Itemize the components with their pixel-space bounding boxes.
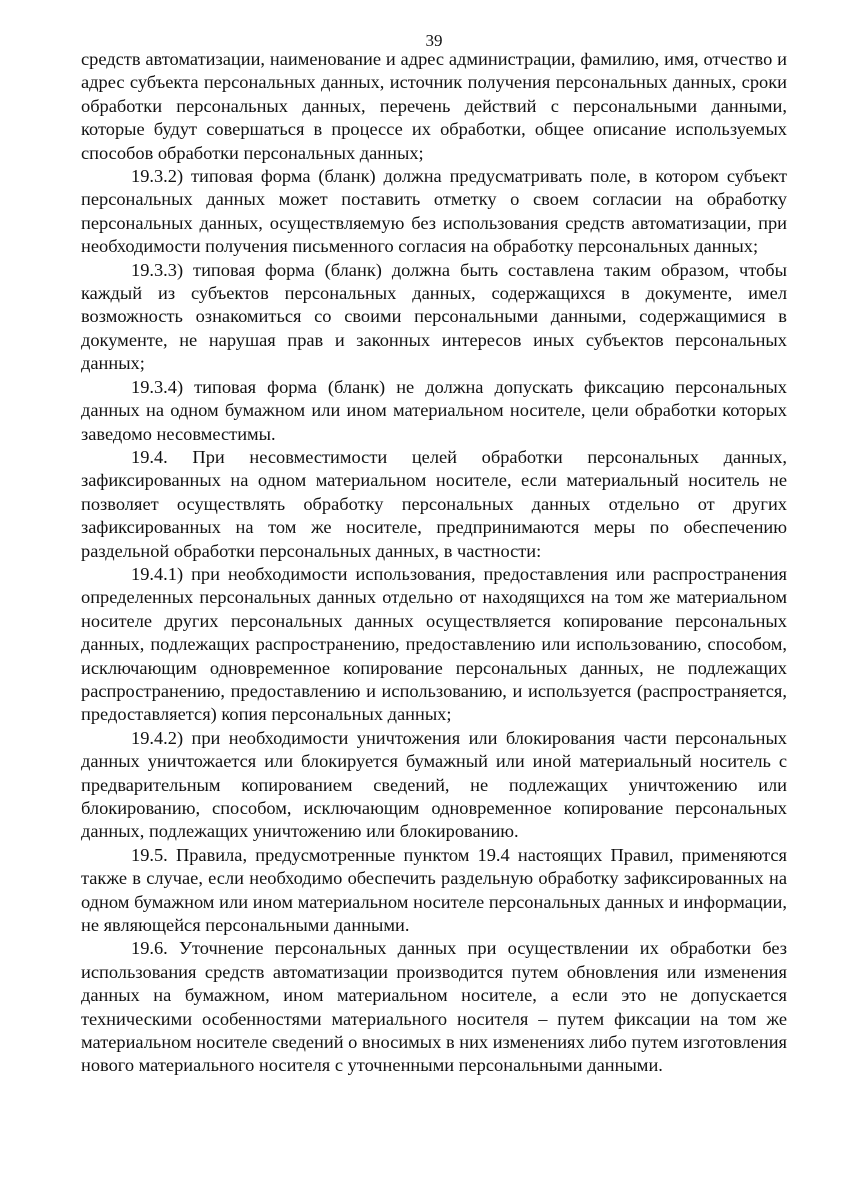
paragraph-19-3-3: 19.3.3) типовая форма (бланк) должна быть составлена таким образом, чтобы каждый из субъектов персональных данных, содержащихся в документе, имел возможность ознакомиться со своими персональными данными, содержащимися в документе, не нарушая прав и законных интересов иных субъектов персональных данных; — [81, 259, 787, 374]
document-body — [81, 48, 787, 1078]
paragraph-19-3-4: 19.3.4) типовая форма (бланк) не должна допускать фиксацию персональных данных на одном бумажном или ином материальном носителе, цели обработки которых заведомо несовместимы. — [81, 376, 787, 444]
page-number: 39 — [425, 31, 443, 50]
document-page — [81, 0, 787, 1200]
paragraph-19-5: 19.5. Правила, предусмотренные пунктом 19.4 настоящих Правил, применяются также в случае, если необходимо обеспечить раздельную обработку зафиксированных на одном бумажном или ином материальном носителе персональных данных и информации, не являющейся персональными данными. — [81, 844, 787, 936]
paragraph-continuation: средств автоматизации, наименование и адрес администрации, фамилию, имя, отчество и адрес субъекта персональных данных, источник получения персональных данных, сроки обработки персональных данных, перечень действий с персональными данными, которые будут совершаться в процессе их обработки, общее описание используемых способов обработки персональных данных; — [81, 49, 787, 163]
paragraph-19-3-2: 19.3.2) типовая форма (бланк) должна предусматривать поле, в котором субъект персональных данных может поставить отметку о своем согласии на обработку персональных данных, осуществляемую без использования средств автоматизации, при необходимости получения письменного согласия на обработку персональных данных; — [81, 166, 787, 257]
paragraph-19-6: 19.6. Уточнение персональных данных при осуществлении их обработки без использования средств автоматизации производится путем обновления или изменения данных на бумажном, ином материальном носителе, а если это не допускается техническими особенностями материального носителя – путем фиксации на том же материальном носителе сведений о вносимых в них изменениях либо путем изготовления нового материального носителя с уточненными персональными данными. — [81, 938, 787, 1076]
paragraph-19-4-2: 19.4.2) при необходимости уничтожения или блокирования части персональных данных уничтожается или блокируется бумажный или иной материальный носитель с предварительным копированием сведений, не подлежащих уничтожению или блокированию, способом, исключающим одновременное копирование персональных данных, подлежащих уничтожению или блокированию. — [81, 727, 787, 842]
paragraph-19-4-1: 19.4.1) при необходимости использования, предоставления или распространения определенных персональных данных отдельно от находящихся на том же материальном носителе других персональных данных осуществляется копирование персональных данных, подлежащих распространению, предоставлению или использованию, способом, исключающим одновременное копирование персональных данных, не подлежащих распространению, предоставлению и использованию, и используется (распространяется, предоставляется) копия персональных данных; — [81, 563, 787, 725]
paragraph-19-4: 19.4. При несовместимости целей обработки персональных данных, зафиксированных на одном материальном носителе, если материальный носитель не позволяет осуществлять обработку персональных данных отдельно от других зафиксированных на том же носителе, предпринимаются меры по обеспечению раздельной обработки персональных данных, в частности: — [81, 446, 787, 561]
